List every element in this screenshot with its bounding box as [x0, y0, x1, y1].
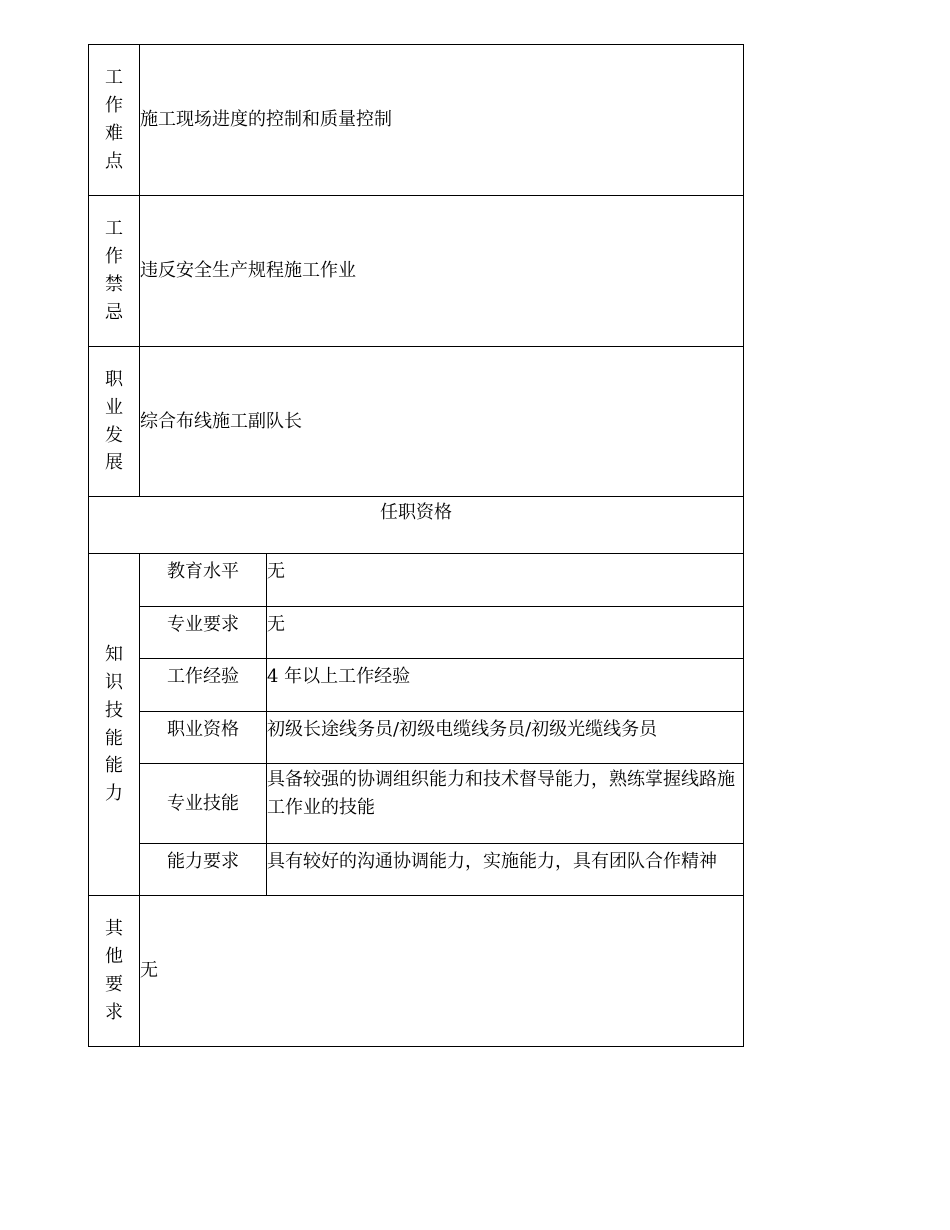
work-taboo-value: 违反安全生产规程施工作业 [140, 196, 744, 347]
qualification-row [89, 607, 744, 659]
row-career-development [89, 347, 744, 497]
work-difficulty-label: 工 作 难 点 [89, 45, 140, 196]
professional-qualification-label: 职业资格 [140, 712, 267, 764]
major-requirement-label: 专业要求 [140, 607, 267, 659]
row-other-requirements [89, 896, 744, 1047]
career-development-value: 综合布线施工副队长 [140, 347, 744, 497]
row-work-difficulty [89, 45, 744, 196]
work-difficulty-value: 施工现场进度的控制和质量控制 [140, 45, 744, 196]
other-requirements-label: 其 他 要 求 [89, 896, 140, 1047]
row-work-taboo [89, 196, 744, 347]
qualification-row [89, 554, 744, 607]
qualification-row [89, 844, 744, 896]
qualification-row [89, 659, 744, 712]
career-development-label: 职 业 发 展 [89, 347, 140, 497]
work-taboo-label: 工 作 禁 忌 [89, 196, 140, 347]
major-requirement-value: 无 [267, 607, 744, 659]
qualifications-title: 任职资格 [89, 497, 744, 554]
work-experience-value: 4 年以上工作经验 [267, 659, 744, 712]
row-qualifications-header [89, 497, 744, 554]
job-description-table [88, 44, 744, 1047]
education-level-value: 无 [267, 554, 744, 607]
professional-qualification-value: 初级长途线务员/初级电缆线务员/初级光缆线务员 [267, 712, 744, 764]
ability-requirement-label: 能力要求 [140, 844, 267, 896]
qualification-row [89, 712, 744, 764]
ability-requirement-value: 具有较好的沟通协调能力，实施能力，具有团队合作精神 [267, 844, 744, 896]
other-requirements-value: 无 [140, 896, 744, 1047]
professional-skill-label: 专业技能 [140, 764, 267, 844]
education-level-label: 教育水平 [140, 554, 267, 607]
qualification-row [89, 764, 744, 844]
work-experience-label: 工作经验 [140, 659, 267, 712]
knowledge-skills-label: 知 识 技 能 能 力 [89, 554, 140, 896]
professional-skill-value: 具备较强的协调组织能力和技术督导能力，熟练掌握线路施工作业的技能 [267, 764, 744, 844]
